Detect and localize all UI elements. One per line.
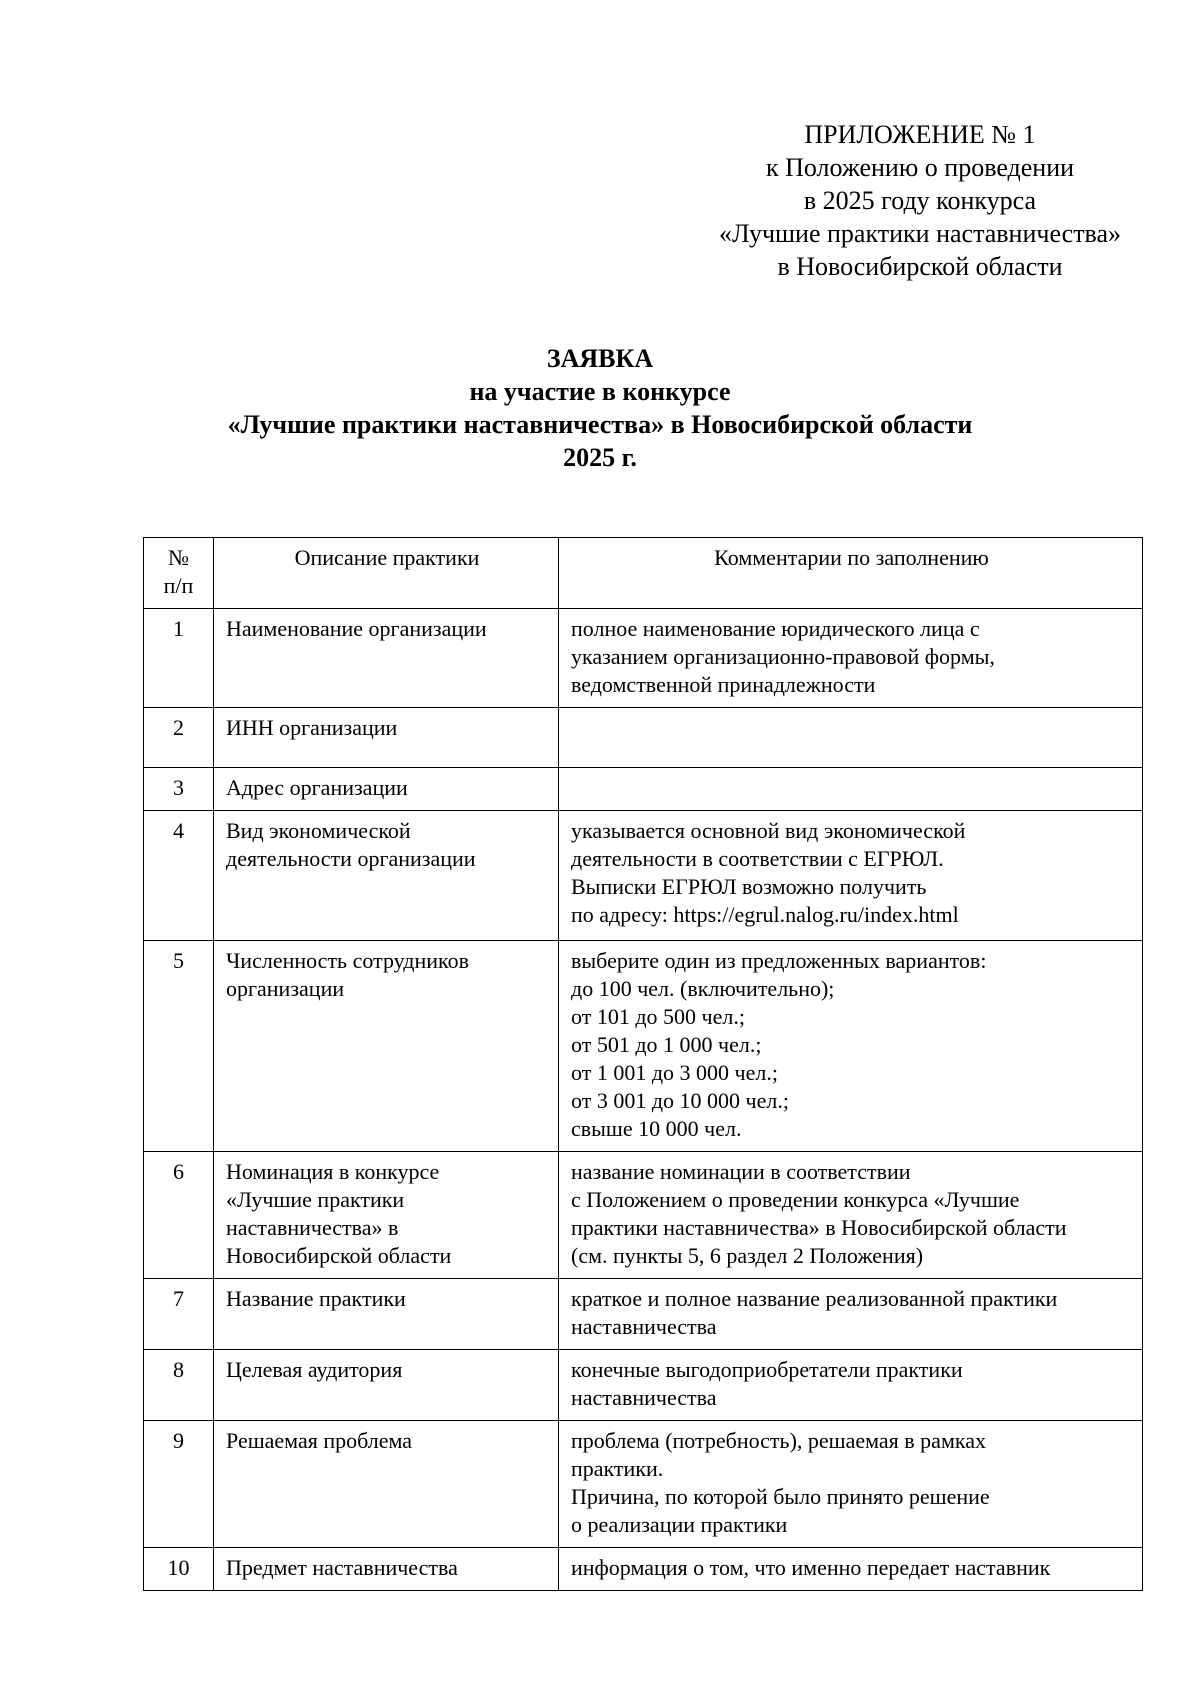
comment-line: краткое и полное название реализованной практики	[571, 1286, 1058, 1311]
table-row	[144, 609, 1143, 708]
table-row	[144, 1279, 1143, 1350]
comment-line: название номинации в соответствии	[571, 1159, 911, 1184]
comment-line: от 101 до 500 чел.;	[571, 1004, 745, 1029]
description-line: «Лучшие практики	[226, 1187, 405, 1212]
description-line: Предмет наставничества	[226, 1555, 458, 1580]
row-number: 6	[144, 1152, 214, 1279]
description-line: Наименование организации	[226, 616, 487, 641]
header-num	[144, 538, 214, 609]
description-line: Номинация в конкурсе	[226, 1159, 440, 1184]
title-line: «Лучшие практики наставничества» в Новосибирской области	[227, 410, 973, 439]
row-description	[214, 811, 559, 941]
row-description	[214, 708, 559, 768]
table-row	[144, 941, 1143, 1152]
row-description	[214, 941, 559, 1152]
row-description	[214, 1421, 559, 1548]
description-line: Решаемая проблема	[226, 1428, 413, 1453]
comment-line: наставничества	[571, 1385, 717, 1410]
description-line: Адрес организации	[226, 775, 408, 800]
row-description	[214, 1279, 559, 1350]
description-line: наставничества» в	[226, 1215, 399, 1240]
row-number: 7	[144, 1279, 214, 1350]
application-table	[143, 537, 1143, 1591]
description-line: Вид экономической	[226, 818, 411, 843]
header-num-line: №	[168, 545, 189, 570]
appendix-line: в Новосибирской области	[777, 252, 1063, 281]
row-comments	[559, 1350, 1143, 1421]
row-description	[214, 1548, 559, 1591]
header-description: Описание практики	[214, 538, 559, 609]
row-number: 8	[144, 1350, 214, 1421]
comment-line: практики.	[571, 1456, 664, 1481]
title-line: ЗАЯВКА	[546, 344, 654, 373]
document-title	[100, 342, 1100, 474]
comment-line: выберите один из предложенных вариантов:	[571, 948, 987, 973]
title-line: 2025 г.	[563, 443, 637, 472]
row-comments	[559, 708, 1143, 768]
row-number: 2	[144, 708, 214, 768]
row-number: 9	[144, 1421, 214, 1548]
row-comments	[559, 941, 1143, 1152]
comment-line: проблема (потребность), решаемая в рамках	[571, 1428, 986, 1453]
appendix-line: в 2025 году конкурса	[803, 186, 1037, 215]
comment-line: конечные выгодоприобретатели практики	[571, 1357, 963, 1382]
row-number: 3	[144, 768, 214, 811]
comment-line: ведомственной принадлежности	[571, 672, 876, 697]
comment-line: от 3 001 до 10 000 чел.;	[571, 1088, 789, 1113]
row-description	[214, 1350, 559, 1421]
table-row	[144, 811, 1143, 941]
comment-line: с Положением о проведении конкурса «Лучшие	[571, 1187, 1020, 1212]
row-description	[214, 768, 559, 811]
header-num-line: п/п	[163, 573, 194, 598]
title-line: на участие в конкурсе	[469, 377, 731, 406]
description-line: Целевая аудитория	[226, 1357, 403, 1382]
comment-line: (см. пункты 5, 6 раздел 2 Положения)	[571, 1243, 924, 1268]
comment-line: деятельности в соответствии с ЕГРЮЛ.	[571, 846, 944, 871]
comment-line: практики наставничества» в Новосибирской области	[571, 1215, 1067, 1240]
row-description	[214, 609, 559, 708]
comment-line: от 1 001 до 3 000 чел.;	[571, 1060, 778, 1085]
comment-line: Выписки ЕГРЮЛ возможно получить	[571, 874, 927, 899]
comment-line: указывается основной вид экономической	[571, 818, 966, 843]
appendix-line: ПРИЛОЖЕНИЕ № 1	[804, 120, 1036, 149]
comment-line: информация о том, что именно передает наставник	[571, 1555, 1051, 1580]
comment-line: свыше 10 000 чел.	[571, 1116, 742, 1141]
comment-line: до 100 чел. (включительно);	[571, 976, 835, 1001]
table-row	[144, 768, 1143, 811]
row-number: 10	[144, 1548, 214, 1591]
header-comments: Комментарии по заполнению	[559, 538, 1143, 609]
table-row	[144, 708, 1143, 768]
row-number: 4	[144, 811, 214, 941]
description-line: ИНН организации	[226, 715, 398, 740]
appendix-line: «Лучшие практики наставничества»	[718, 219, 1122, 248]
description-line: Название практики	[226, 1286, 406, 1311]
table-row	[144, 1421, 1143, 1548]
description-line: Новосибирской области	[226, 1243, 452, 1268]
comment-line: Причина, по которой было принято решение	[571, 1484, 990, 1509]
comment-line: наставничества	[571, 1314, 717, 1339]
description-line: организации	[226, 976, 345, 1001]
table-row	[144, 1548, 1143, 1591]
row-number: 5	[144, 941, 214, 1152]
row-comments	[559, 811, 1143, 941]
row-comments	[559, 768, 1143, 811]
table-header-row	[144, 538, 1143, 609]
row-comments	[559, 1279, 1143, 1350]
row-description	[214, 1152, 559, 1279]
row-number: 1	[144, 609, 214, 708]
comment-line: от 501 до 1 000 чел.;	[571, 1032, 762, 1057]
table-row	[144, 1152, 1143, 1279]
comment-line: о реализации практики	[571, 1512, 788, 1537]
row-comments	[559, 1548, 1143, 1591]
appendix-line: к Положению о проведении	[765, 153, 1075, 182]
comment-line: по адресу: https://egrul.nalog.ru/index.html	[571, 902, 959, 927]
row-comments	[559, 609, 1143, 708]
description-line: деятельности организации	[226, 846, 476, 871]
description-line: Численность сотрудников	[226, 948, 469, 973]
comment-line: полное наименование юридического лица с	[571, 616, 980, 641]
comment-line: указанием организационно-правовой формы,	[571, 644, 995, 669]
row-comments	[559, 1152, 1143, 1279]
appendix-header	[690, 118, 1150, 283]
table-row	[144, 1350, 1143, 1421]
row-comments	[559, 1421, 1143, 1548]
